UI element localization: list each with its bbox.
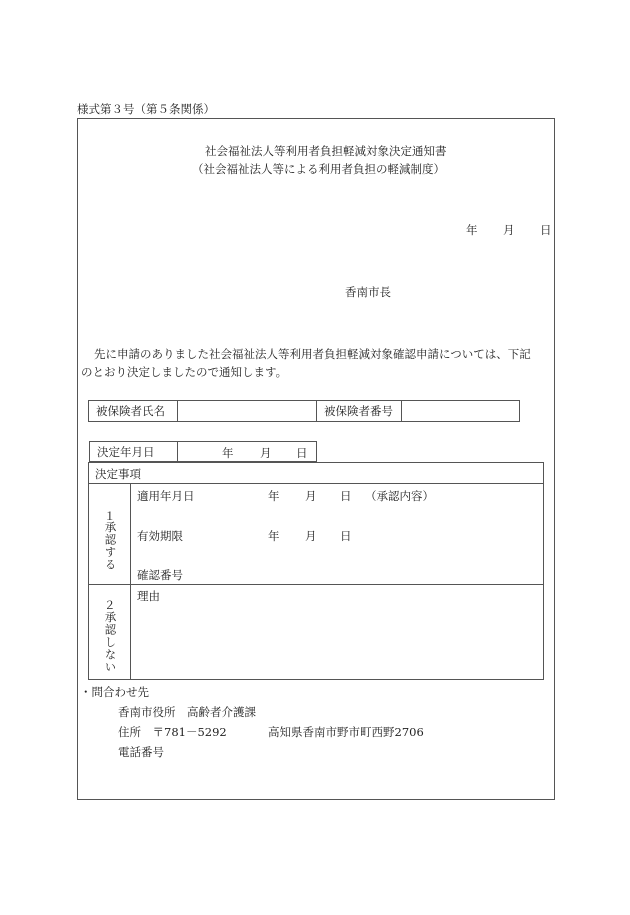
- decision-month: 月: [260, 446, 272, 460]
- reject-number: ２: [104, 598, 116, 612]
- decision-date-table: [89, 441, 317, 462]
- contact-address: 高知県香南市野市町西野2706: [268, 725, 424, 739]
- reject-label: 承認しない: [103, 611, 118, 674]
- apply-month: 月: [305, 489, 317, 503]
- apply-day: 日: [340, 489, 352, 503]
- apply-date-label: 適用年月日: [137, 489, 195, 503]
- contact-phone-label: 電話番号: [118, 745, 164, 759]
- date-day: 日: [540, 223, 552, 237]
- insured-name-field[interactable]: [178, 401, 317, 422]
- body-text-line2: のとおり決定しましたので通知します。: [81, 365, 288, 379]
- apply-year: 年: [268, 489, 280, 503]
- document-title: 社会福祉法人等利用者負担軽減対象決定通知書: [205, 144, 447, 158]
- insured-number-label: 被保険者番号: [317, 401, 402, 422]
- valid-year: 年: [268, 529, 280, 543]
- insured-info-table: [88, 400, 520, 422]
- form-number-label: 様式第３号（第５条関係）: [77, 102, 215, 116]
- body-text-line1: 先に申請のありました社会福祉法人等利用者負担軽減対象確認申請については、下記: [94, 347, 531, 361]
- valid-month: 月: [305, 529, 317, 543]
- insured-name-label: 被保険者氏名: [89, 401, 178, 422]
- divider-middle: [89, 584, 543, 585]
- contact-office: 香南市役所 高齢者介護課: [118, 705, 256, 719]
- date-month: 月: [503, 223, 515, 237]
- contact-header: ・問合わせ先: [80, 685, 149, 699]
- decision-year: 年: [222, 446, 234, 460]
- divider-header: [89, 483, 543, 484]
- decision-items-label: 決定事項: [95, 467, 141, 481]
- date-year: 年: [466, 223, 478, 237]
- approval-detail-label: （承認内容）: [365, 489, 434, 503]
- insured-number-field[interactable]: [402, 401, 520, 422]
- confirmation-number-label: 確認番号: [137, 568, 183, 582]
- decision-items-box: [88, 462, 544, 680]
- contact-address-label: 住所 〒781－5292: [118, 725, 227, 739]
- divider-vertical: [130, 483, 131, 679]
- valid-day: 日: [340, 529, 352, 543]
- decision-date-label: 決定年月日: [90, 442, 178, 462]
- decision-date-field[interactable]: [178, 442, 317, 462]
- decision-day: 日: [296, 446, 308, 460]
- reason-label: 理由: [137, 589, 160, 603]
- issuer-name: 香南市長: [345, 285, 391, 299]
- approve-number: １: [104, 509, 116, 523]
- document-subtitle: （社会福祉法人等による利用者負担の軽減制度）: [192, 162, 445, 176]
- approve-label: 承認する: [103, 521, 118, 571]
- valid-period-label: 有効期限: [137, 529, 183, 543]
